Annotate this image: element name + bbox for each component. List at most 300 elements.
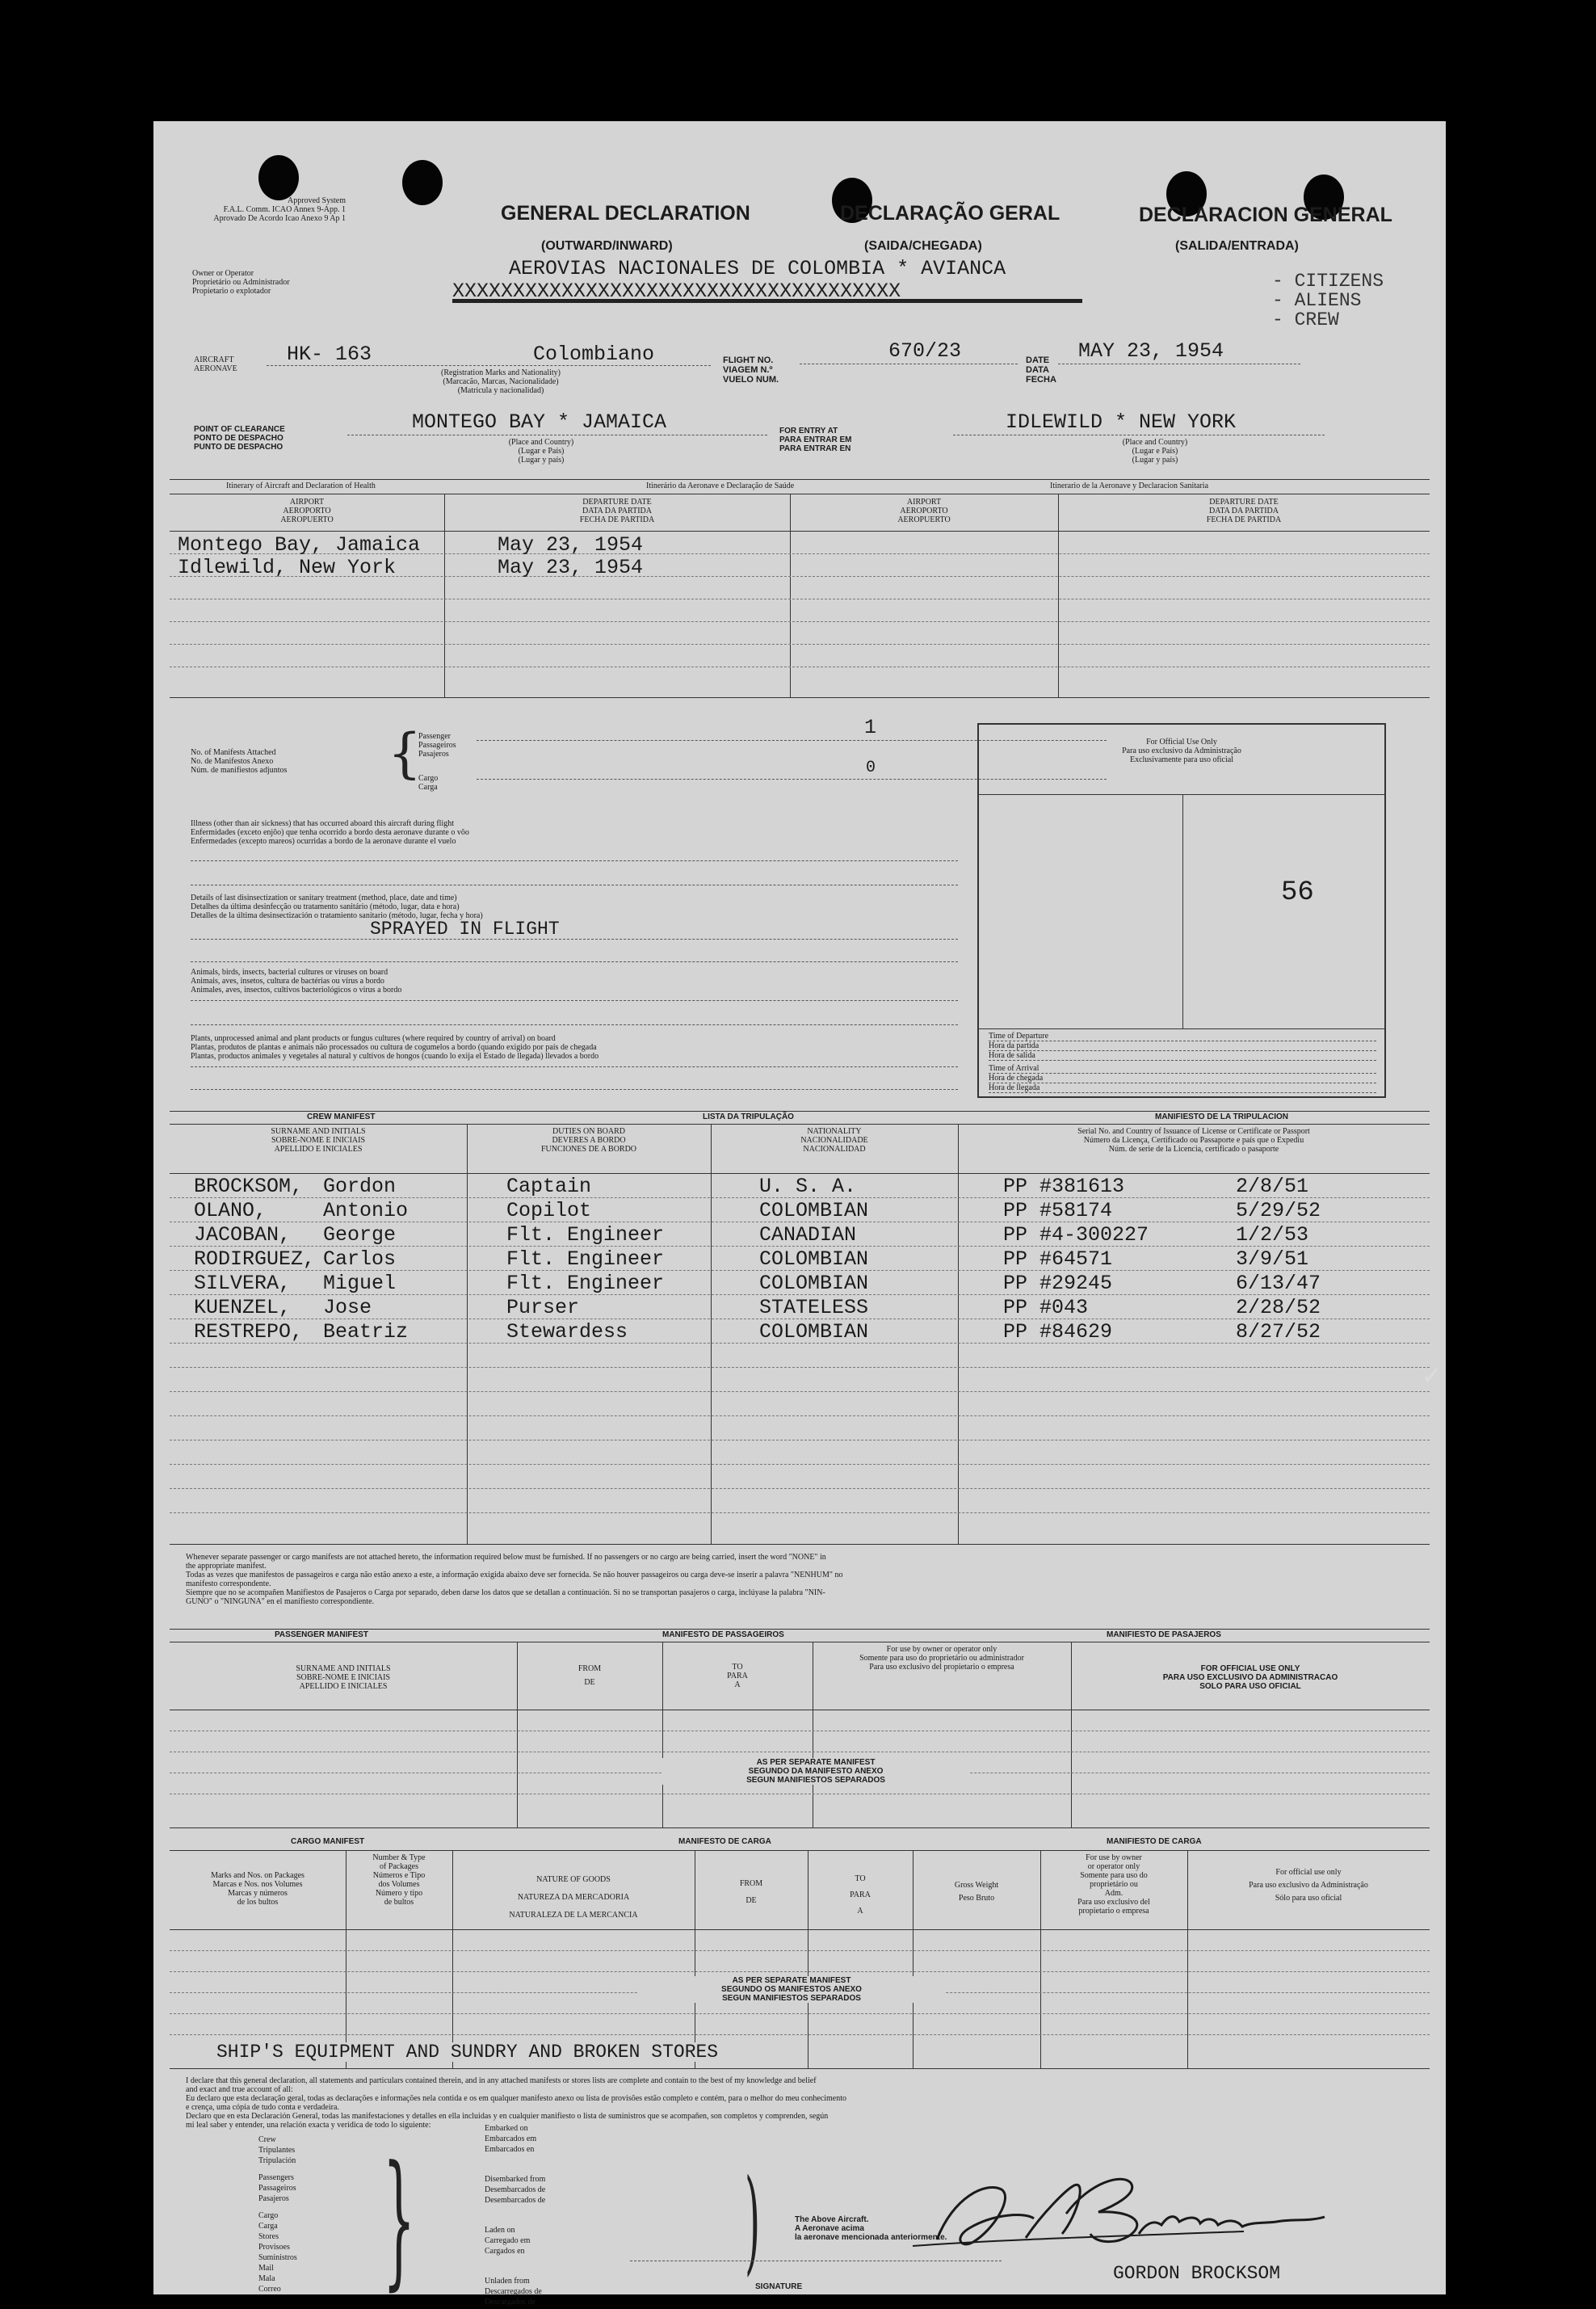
operator-label: Propietario o explotador xyxy=(192,287,271,296)
cargo-header-operator xyxy=(1040,1853,1187,1916)
mid-item: Cargados en xyxy=(485,2247,525,2256)
itinerary-airport-2: Idlewild, New York xyxy=(178,556,397,579)
approval-line: Aprovado De Acordo Icao Anexo 9 Ap 1 xyxy=(213,214,346,223)
passenger-label: Passenger xyxy=(418,732,451,741)
separate-line: AS PER SEPARATE MANIFEST xyxy=(732,1976,851,1985)
disinsect-label: Detalhes da última desinfecção ou tratamento sanitário (método, lugar, data e hora) xyxy=(191,902,460,911)
point-of-entry: IDLEWILD * NEW YORK xyxy=(1006,410,1237,434)
itinerary-date-1: May 23, 1954 xyxy=(498,533,644,557)
mid-item: Descarregados de xyxy=(485,2287,542,2296)
subtitle-english: (OUTWARD/INWARD) xyxy=(541,239,673,253)
separate-line: SEGUNDO OS MANIFESTOS ANEXO xyxy=(721,1985,862,1994)
header-line: Número da Licença, Certificado ou Passaporte e país que o Expediu xyxy=(1083,1136,1304,1145)
left-item: Mala xyxy=(258,2274,275,2283)
crew-nationality: U. S. A. xyxy=(759,1175,857,1198)
header-line: AEROPUERTO xyxy=(280,515,334,524)
crew-rule xyxy=(170,1111,1430,1112)
header-line: TO xyxy=(732,1663,743,1672)
crew-nationality: COLOMBIAN xyxy=(759,1247,869,1271)
header-line: FOR OFFICIAL USE ONLY xyxy=(1200,1664,1300,1673)
operator-label: Owner or Operator xyxy=(192,269,254,278)
ships-stores: SHIP'S EQUIPMENT AND SUNDRY AND BROKEN STORES xyxy=(213,2042,721,2062)
left-item: Pasajeros xyxy=(258,2194,289,2203)
passenger-bottom-rule xyxy=(170,1827,1430,1828)
declaration-left-items xyxy=(258,2134,297,2294)
disinsect-label: Details of last disinsectization or sanitary treatment (method, place, date and time) xyxy=(191,894,457,902)
flight-labels xyxy=(723,355,779,385)
crew-date: 3/9/51 xyxy=(1236,1247,1309,1271)
flight-label: VIAGEM N.º xyxy=(723,365,773,375)
header-line: Marcas y números xyxy=(228,1889,288,1898)
caption-line: (Lugar e País) xyxy=(1132,447,1178,456)
header-line: NATURALEZA DE LA MERCANCIA xyxy=(509,1911,638,1920)
header-line: AIRPORT xyxy=(906,498,942,507)
flight-label: VUELO NUM. xyxy=(723,375,779,385)
crew-doc: PP #4-300227 xyxy=(1003,1223,1149,1247)
date-label: DATE xyxy=(1026,355,1050,365)
crew-nationality: COLOMBIAN xyxy=(759,1320,869,1344)
mid-item: Carregado em xyxy=(485,2236,531,2245)
mid-item: Descargados de xyxy=(485,2298,536,2307)
cargo-row-line xyxy=(170,1971,1430,1972)
cargo-header-rule xyxy=(170,1929,1430,1930)
clearance-labels xyxy=(194,425,285,452)
note-line: manifesto correspondente. xyxy=(186,1579,271,1588)
cargo-label: Carga xyxy=(418,783,438,792)
declaration-sheet xyxy=(153,121,1446,2307)
crew-nationality: COLOMBIAN xyxy=(759,1199,869,1222)
itinerary-bottom-rule xyxy=(170,697,1430,698)
separate-line: SEGUNDO DA MANIFESTO ANEXO xyxy=(748,1767,884,1776)
struck-out-text: XXXXXXXXXXXXXXXXXXXXXXXXXXXXXXXXXXXXX xyxy=(452,280,901,303)
operator-name: AEROVIAS NACIONALES DE COLOMBIA * AVIANCA xyxy=(509,257,1006,280)
status-options xyxy=(1272,271,1384,330)
header-line: Marcas e Nos. nos Volumes xyxy=(212,1880,303,1889)
header-line: NATIONALITY xyxy=(807,1127,862,1136)
note-line: GUNO" o "NINGUNA" en el manifiesto correspondiente. xyxy=(186,1597,375,1606)
itinerary-header-date-2 xyxy=(1058,498,1430,524)
crew-banner-pt: LISTA DA TRIPULAÇÃO xyxy=(703,1112,794,1121)
clearance-label: PUNTO DE DESPACHO xyxy=(194,443,284,452)
note-line: the appropriate manifest. xyxy=(186,1562,267,1571)
header-line: APELLIDO E INICIALES xyxy=(299,1682,388,1691)
header-line: DEVERES A BORDO xyxy=(552,1136,626,1145)
itinerary-header-rule xyxy=(170,531,1430,532)
punch-hole xyxy=(402,160,443,205)
place-caption xyxy=(460,438,622,465)
declaration-line: Eu declaro que esta declaração geral, todas as declarações e informações nela contida e os em qualquer manifesto anexo ou lista de provisões estão completo e contém, para o melhor do meu conhecimento xyxy=(186,2094,847,2103)
time-label: Hora de llegada xyxy=(989,1083,1376,1093)
crew-surname: JACOBAN, xyxy=(194,1223,292,1247)
official-number: 56 xyxy=(1281,877,1314,908)
passenger-header-official xyxy=(1071,1664,1430,1691)
separate-line: SEGUN MANIFIESTOS SEPARADOS xyxy=(746,1776,885,1785)
crew-date: 5/29/52 xyxy=(1236,1199,1321,1222)
crew-row-line xyxy=(170,1391,1430,1392)
subtitle-spanish: (SALIDA/ENTRADA) xyxy=(1175,239,1299,253)
flight-date: MAY 23, 1954 xyxy=(1078,339,1224,363)
mid-item: Laden on xyxy=(485,2226,515,2235)
cargo-row-line xyxy=(170,1950,1430,1951)
header-line: or operator only xyxy=(1087,1862,1140,1871)
plants-labels xyxy=(191,1034,974,1061)
clearance-label: PONTO DE DESPACHO xyxy=(194,434,284,443)
crew-row-line xyxy=(170,1197,1430,1198)
operator-labels xyxy=(192,269,290,296)
crew-duty: Flt. Engineer xyxy=(506,1223,665,1247)
cargo-header-marks xyxy=(170,1871,346,1907)
header-line: SOBRE-NOME E INICIAIS xyxy=(271,1136,366,1145)
manifest-labels xyxy=(191,748,287,775)
crew-surname: RESTREPO, xyxy=(194,1320,304,1344)
entry-label: PARA ENTRAR EM xyxy=(779,435,852,444)
crew-nationality: COLOMBIAN xyxy=(759,1272,869,1295)
itinerary-date-2: May 23, 1954 xyxy=(498,556,644,579)
caption-line: (Place and Country) xyxy=(1122,438,1188,447)
declaration-line: mi leal saber y entender, una relación exacta y verídica de todo lo siguiente: xyxy=(186,2121,431,2130)
entry-label: PARA ENTRAR EN xyxy=(779,444,851,453)
crew-given: George xyxy=(323,1223,397,1247)
cargo-header-official xyxy=(1187,1866,1430,1905)
crew-header-duties xyxy=(467,1127,711,1154)
mid-item: Unladen from xyxy=(485,2277,530,2286)
header-line: de bultos xyxy=(384,1898,414,1907)
note-line: Todas as vezes que manifestos de passageiros e carga não estão anexo a este, a informação exigida abaixo deve ser fornecida. Se não houver passageiros ou carga deve-se inserir a palavra "NENHUM" no xyxy=(186,1571,843,1579)
crew-doc: PP #58174 xyxy=(1003,1199,1113,1222)
note-line: Whenever separate passenger or cargo manifests are not attached hereto, the information required below must be furnished. If no passengers or no cargo are being carried, insert the word "NONE" in xyxy=(186,1553,826,1562)
signer-name: GORDON BROCKSOM xyxy=(1113,2263,1281,2284)
status-crew: CREW xyxy=(1294,309,1339,330)
header-line: APELLIDO E INICIALES xyxy=(274,1145,363,1154)
cargo-label: Cargo xyxy=(418,774,439,783)
header-line: For official use only xyxy=(1275,1868,1342,1877)
title-portuguese: DECLARAÇÃO GERAL xyxy=(840,202,1060,225)
header-line: FUNCIONES DE A BORDO xyxy=(540,1145,637,1154)
itinerary-row-line xyxy=(170,621,1430,622)
caption-line: (Matricula y nacionalidad) xyxy=(457,386,544,395)
crew-doc: PP #381613 xyxy=(1003,1175,1125,1198)
date-label: DATA xyxy=(1026,365,1049,375)
crew-nationality: STATELESS xyxy=(759,1296,869,1319)
cargo-labels xyxy=(418,774,438,792)
declaration-text xyxy=(186,2076,1413,2130)
header-line: FROM xyxy=(578,1664,602,1673)
disinsect-labels xyxy=(191,894,958,920)
official-use-box xyxy=(977,723,1386,1098)
aircraft-line xyxy=(267,365,711,366)
header-line: SOLO PARA USO OFICIAL xyxy=(1199,1682,1301,1691)
crew-row-line xyxy=(170,1512,1430,1513)
crew-given: Miguel xyxy=(323,1272,397,1295)
caption-line: (Registration Marks and Nationality) xyxy=(440,368,561,377)
crew-duty: Stewardess xyxy=(506,1320,628,1344)
header-line: DE xyxy=(584,1678,595,1687)
header-line: Serial No. and Country of Issuance of License or Certificate or Passport xyxy=(1077,1127,1310,1136)
header-line: For use by owner or operator only xyxy=(886,1645,998,1654)
header-line: PARA xyxy=(727,1672,748,1680)
crew-doc: PP #64571 xyxy=(1003,1247,1113,1271)
itinerary-banner-es: Itinerario de la Aeronave y Declaracion Sanitaria xyxy=(1050,482,1209,490)
passenger-separate-manifest xyxy=(662,1758,969,1785)
header-line: AEROPORTO xyxy=(283,507,331,515)
time-label: Hora da partida xyxy=(989,1041,1376,1051)
official-rule xyxy=(979,794,1384,795)
itinerary-airport-1: Montego Bay, Jamaica xyxy=(178,533,421,557)
crew-row-line xyxy=(170,1246,1430,1247)
entry-label: FOR ENTRY AT xyxy=(779,427,838,435)
disinsect-line xyxy=(191,961,958,962)
place-caption-entry xyxy=(1074,438,1236,465)
cargo-header-weight xyxy=(913,1879,1040,1905)
crew-row-line xyxy=(170,1367,1430,1368)
header-line: FROM xyxy=(739,1879,763,1888)
manifest-label: No. de Manifestos Anexo xyxy=(191,757,274,766)
passenger-labels xyxy=(418,732,456,759)
aircraft-label: AERONAVE xyxy=(194,364,237,373)
marks-caption xyxy=(396,368,606,395)
itinerary-row-line xyxy=(170,644,1430,645)
official-title-line: Para uso exclusivo da Administração xyxy=(1122,747,1241,755)
header-line: For use by owner xyxy=(1086,1853,1142,1862)
declaration-line: e crença, uma cópia de tudo conta e verdadeira. xyxy=(186,2103,339,2112)
crew-duty: Copilot xyxy=(506,1199,592,1222)
itinerary-rule xyxy=(170,479,1430,480)
crew-header-rule xyxy=(170,1173,1430,1174)
official-time-labels xyxy=(989,1032,1376,1093)
crew-header-nationality xyxy=(711,1127,958,1154)
cargo-separate-manifest xyxy=(638,1976,945,2003)
aircraft-item: The Above Aircraft. xyxy=(795,2215,869,2224)
mid-item: Desembarcados de xyxy=(485,2185,546,2194)
crew-row-line xyxy=(170,1343,1430,1344)
passenger-header-operator xyxy=(813,1645,1071,1672)
status-citizens: CITIZENS xyxy=(1294,271,1384,292)
mid-item: Embarked on xyxy=(485,2124,528,2133)
illness-labels xyxy=(191,819,958,846)
manifest-label: No. of Manifests Attached xyxy=(191,748,276,757)
crew-banner-es: MANIFIESTO DE LA TRIPULACION xyxy=(1155,1112,1288,1121)
time-label: Time of Arrival xyxy=(989,1064,1376,1074)
crew-rule xyxy=(170,1124,1430,1125)
crew-given: Gordon xyxy=(323,1175,397,1198)
operator-label: Proprietário ou Administrador xyxy=(192,278,290,287)
header-line: SURNAME AND INITIALS xyxy=(296,1664,391,1673)
header-line: Sólo para uso oficial xyxy=(1275,1894,1342,1903)
left-item: Tripulación xyxy=(258,2156,296,2165)
itinerary-banner-en: Itinerary of Aircraft and Declaration of Health xyxy=(226,482,376,490)
header-line: Somente para uso do proprietário ou administrador xyxy=(859,1654,1024,1663)
crew-date: 2/28/52 xyxy=(1236,1296,1321,1319)
header-line: A xyxy=(734,1680,741,1689)
header-line: DEPARTURE DATE xyxy=(1209,498,1279,507)
cargo-banner-es: MANIFIESTO DE CARGA xyxy=(1107,1837,1202,1846)
crew-given: Carlos xyxy=(323,1247,397,1271)
left-item: Suministros xyxy=(258,2253,297,2262)
note-line: Siempre que no se acompañen Manifiestos de Pasajeros o Carga por separado, deben darse los datos que se detallan a continuación. Si no se transportan pasajeros o carga, inclúyase la palabra "NIN- xyxy=(186,1588,825,1597)
header-line: Number & Type xyxy=(372,1853,426,1862)
status-aliens: ALIENS xyxy=(1294,290,1362,311)
animals-label: Animais, aves, insetos, cultura de bactérias ou vírus a bordo xyxy=(191,977,384,986)
brace-mark: } xyxy=(383,2135,416,2304)
aircraft-labels xyxy=(194,355,237,373)
mid-item: Desembarcados de xyxy=(485,2196,546,2205)
declaration-line: I declare that this general declaration, all statements and particulars contained therein, and in any attached manifests or stores lists are complete and contain to the best of my knowledge and belief xyxy=(186,2076,817,2085)
plants-label: Plantas, productos animales y vegetales al natural y cultivos de hongos (cuando lo exija el Estado de llegada) llevados a bordo xyxy=(191,1052,599,1061)
left-item: Stores xyxy=(258,2232,279,2241)
declaration-mid-items xyxy=(485,2123,545,2307)
header-line: DATA DA PARTIDA xyxy=(1208,507,1279,515)
crew-date: 1/2/53 xyxy=(1236,1223,1309,1247)
official-col-line xyxy=(1182,794,1183,1028)
crew-header-name xyxy=(170,1127,467,1154)
header-line: Núm. de serie de la Licencia, certificado o pasaporte xyxy=(1108,1145,1279,1154)
cargo-header-to xyxy=(808,1871,913,1920)
header-line: Adm. xyxy=(1104,1889,1124,1898)
subtitle-portuguese: (SAIDA/CHEGADA) xyxy=(864,239,982,253)
header-line: FECHA DE PARTIDA xyxy=(1206,515,1282,524)
cargo-header-from xyxy=(695,1879,808,1905)
aircraft-item: la aeronave mencionada anteriormente. xyxy=(795,2233,947,2242)
crew-doc: PP #84629 xyxy=(1003,1320,1113,1344)
plants-line xyxy=(191,1089,958,1090)
animals-line xyxy=(191,1024,958,1025)
header-line: Para uso exclusivo del xyxy=(1077,1898,1150,1907)
illness-label: Enfermedades (excepto mareos) ocurridas a bordo de la aeronave durante el vuelo xyxy=(191,837,456,846)
crew-row-line xyxy=(170,1415,1430,1416)
animals-label: Animales, aves, insectos, cultivos bacteriológicos o virus a bordo xyxy=(191,986,402,995)
header-line: Somente para uso do xyxy=(1080,1871,1148,1880)
aircraft-label: AIRCRAFT xyxy=(194,355,234,364)
dash-mark: - xyxy=(1272,271,1295,292)
crew-surname: OLANO, xyxy=(194,1199,267,1222)
itinerary-header-airport xyxy=(170,498,444,524)
passenger-label: Passageiros xyxy=(418,741,456,750)
crew-surname: BROCKSOM, xyxy=(194,1175,304,1198)
signature-drawing xyxy=(905,2165,1357,2254)
cargo-banner-pt: MANIFESTO DE CARGA xyxy=(678,1837,771,1846)
header-line: Marks and Nos. on Packages xyxy=(211,1871,304,1880)
header-line: TO xyxy=(855,1874,866,1883)
header-line: AEROPUERTO xyxy=(897,515,951,524)
mid-item: Embarcados en xyxy=(485,2145,535,2154)
cargo-row-line xyxy=(170,2034,1430,2035)
dash-mark: - xyxy=(1272,290,1295,311)
declaration-line: Declaro que en esta Declaración General, todas las manifestaciones y detalles en ella incluidas y en cualquier manifiesto o lista de suministros que se acompañen, son completos y comprenden, según xyxy=(186,2112,829,2121)
declaration-line: and exact and true account of all: xyxy=(186,2085,293,2094)
cargo-header-goods xyxy=(452,1871,695,1924)
crew-row-line xyxy=(170,1488,1430,1489)
left-item: Carga xyxy=(258,2222,278,2231)
plants-label: Plants, unprocessed animal and plant products or fungus cultures (where required by country of arrival) on board xyxy=(191,1034,556,1043)
manifest-label: Núm. de manifiestos adjuntos xyxy=(191,766,288,775)
signature-label: SIGNATURE xyxy=(755,2282,803,2291)
flight-label: FLIGHT NO. xyxy=(723,355,774,365)
aircraft-nationality: Colombiano xyxy=(533,343,655,366)
crew-nationality: CANADIAN xyxy=(759,1223,857,1247)
date-label: FECHA xyxy=(1026,375,1056,385)
itinerary-header-airport-2 xyxy=(790,498,1058,524)
left-item: Mail xyxy=(258,2264,274,2273)
date-labels xyxy=(1026,355,1056,385)
clearance-label: POINT OF CLEARANCE xyxy=(194,425,285,434)
header-line: PARA xyxy=(850,1891,871,1899)
header-line: SURNAME AND INITIALS xyxy=(271,1127,366,1136)
passenger-label: Pasajeros xyxy=(418,750,449,759)
illness-label: Illness (other than air sickness) that has occurred aboard this aircraft during flight xyxy=(191,819,455,828)
passenger-header-from xyxy=(517,1664,662,1687)
crew-doc: PP #043 xyxy=(1003,1296,1089,1319)
header-line: AIRPORT xyxy=(289,498,325,507)
header-line: Gross Weight xyxy=(954,1881,999,1890)
crew-given: Beatriz xyxy=(323,1320,409,1344)
header-line: NACIONALIDAD xyxy=(803,1145,866,1154)
crew-row-line xyxy=(170,1464,1430,1465)
punch-hole xyxy=(258,155,299,200)
crew-banner-en: CREW MANIFEST xyxy=(307,1112,376,1121)
passenger-header-name xyxy=(170,1664,517,1691)
disinsect-line xyxy=(191,939,958,940)
title-english: GENERAL DECLARATION xyxy=(501,202,750,225)
point-of-clearance: MONTEGO BAY * JAMAICA xyxy=(412,410,667,434)
approval-line: F.A.L. Comm. ICAO Annex 9-App. 1 xyxy=(223,205,346,214)
header-line: of Packages xyxy=(379,1862,419,1871)
passenger-rule xyxy=(170,1629,1430,1630)
approval-text xyxy=(176,196,346,223)
header-line: proprietário ou xyxy=(1090,1880,1138,1889)
passenger-manifest-count: 1 xyxy=(864,716,877,739)
header-line: Para uso exclusivo da Administração xyxy=(1249,1881,1368,1890)
left-item: Tripulantes xyxy=(258,2146,296,2155)
crew-surname: RODIRGUEZ, xyxy=(194,1247,316,1271)
crew-col-line xyxy=(467,1124,468,1544)
aircraft-marks: HK- 163 xyxy=(287,343,372,366)
disinsect-details: SPRAYED IN FLIGHT xyxy=(370,919,560,940)
cargo-manifest-count: 0 xyxy=(866,759,876,777)
flight-number: 670/23 xyxy=(888,339,962,363)
crew-doc: PP #29245 xyxy=(1003,1272,1113,1295)
mid-item: Embarcados em xyxy=(485,2134,537,2143)
crew-date: 6/13/47 xyxy=(1236,1272,1321,1295)
aircraft-item: A Aeronave acima xyxy=(795,2224,864,2233)
crew-duty: Flt. Engineer xyxy=(506,1272,665,1295)
header-line: DATA DA PARTIDA xyxy=(582,507,653,515)
margin-check-icon: ✓ xyxy=(1422,1362,1443,1390)
approval-line: Approved System xyxy=(288,196,346,205)
signature xyxy=(905,2165,1357,2254)
plants-line xyxy=(191,1066,958,1067)
time-label: Time of Departure xyxy=(989,1032,1376,1041)
caption-line: (Lugar y país) xyxy=(518,456,565,465)
passenger-banner-en: PASSENGER MANIFEST xyxy=(275,1630,368,1639)
left-item: Cargo xyxy=(258,2211,279,2220)
left-item: Passageiros xyxy=(258,2184,296,2193)
itinerary-header-date xyxy=(444,498,790,524)
crew-given: Jose xyxy=(323,1296,372,1319)
header-line: Peso Bruto xyxy=(958,1894,995,1903)
passenger-banner-es: MANIFIESTO DE PASAJEROS xyxy=(1107,1630,1221,1639)
passenger-banner-pt: MANIFESTO DE PASSAGEIROS xyxy=(662,1630,784,1639)
animals-labels xyxy=(191,968,958,995)
crew-bottom-rule xyxy=(170,1544,1430,1545)
brace-mark: { xyxy=(388,722,422,784)
header-line: NATUREZA DA MERCADORIA xyxy=(517,1893,630,1902)
strike-bar xyxy=(452,299,1082,303)
header-line: DUTIES ON BOARD xyxy=(552,1127,625,1136)
passenger-header-to xyxy=(662,1663,813,1689)
header-line: AEROPORTO xyxy=(900,507,948,515)
header-line: Para uso exclusivo del propietario o empresa xyxy=(869,1663,1014,1672)
illness-label: Enfermidades (exceto enjôo) que tenha ocorrido a bordo desta aeronave durante o vôo xyxy=(191,828,469,837)
